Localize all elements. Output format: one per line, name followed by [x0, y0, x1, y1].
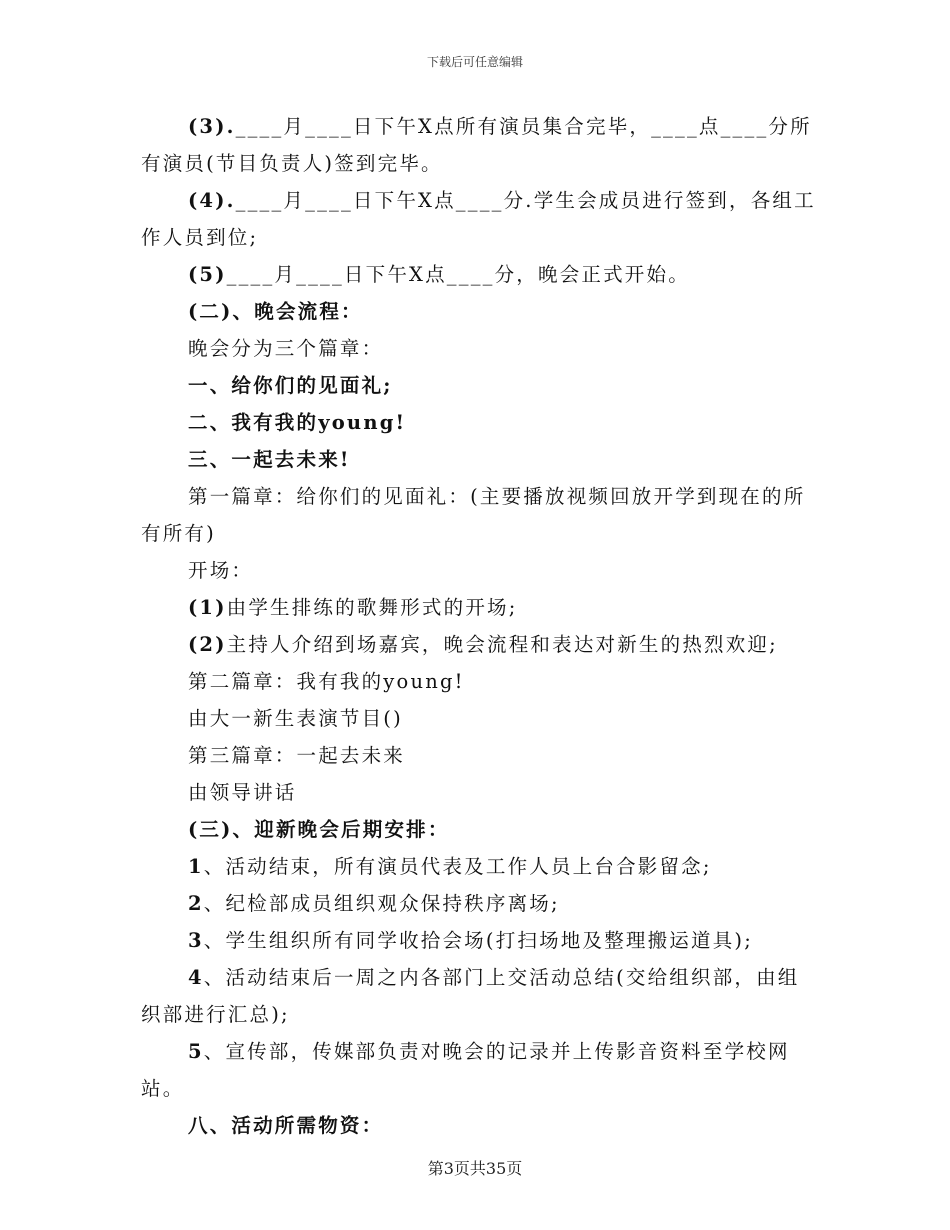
paragraph-leader-speech: 由领导讲话: [188, 781, 297, 804]
paragraph-later-1: [141, 848, 821, 885]
paragraph-4: [141, 182, 821, 256]
paragraph-later-3: [141, 922, 821, 959]
section-heading-materials: 八、活动所需物资：: [188, 1114, 384, 1137]
item-marker: (5): [188, 263, 227, 286]
page-header-note: 下载后可任意编辑: [426, 55, 523, 69]
paragraph-text: ____月____日下午X点____分，晚会正式开始。: [226, 263, 690, 286]
item-marker: (4).: [188, 189, 236, 212]
paragraph-three-chapters: 晚会分为三个篇章：: [188, 337, 384, 360]
paragraph-text: 、学生组织所有同学收拾会场(打扫场地及整理搬运道具);: [203, 929, 753, 952]
paragraph-chapter-3: 第三篇章：一起去未来: [188, 744, 406, 767]
paragraph-opening-2: [141, 626, 821, 663]
paragraph-later-4: [141, 959, 821, 1033]
paragraph-text: 由学生排练的歌舞形式的开场;: [226, 596, 518, 619]
item-marker: 3: [188, 929, 204, 952]
paragraph-text: 、活动结束后一周之内各部门上交活动总结(交给组织部，由组织部进行汇总);: [141, 966, 800, 1026]
paragraph-later-2: [141, 885, 821, 922]
item-marker: 4: [188, 966, 204, 989]
paragraph-text: ____月____日下午X点所有演员集合完毕，____点____分所有演员(节目负责人)签到完毕。: [141, 115, 812, 175]
paragraph-chapter-1: 第一篇章：给你们的见面礼：(主要播放视频回放开学到现在的所有所有): [141, 485, 806, 545]
paragraph-opening: 开场：: [188, 559, 254, 582]
item-marker: (3).: [188, 115, 236, 138]
item-marker: 2: [188, 892, 204, 915]
paragraph-text: 、宣传部，传媒部负责对晚会的记录并上传影音资料至学校网站。: [141, 1040, 790, 1100]
chapter-heading-3: 三、一起去未来!: [188, 448, 351, 471]
chapter-heading-1: 一、给你们的见面礼;: [188, 374, 393, 397]
paragraph-later-5: [141, 1033, 821, 1107]
item-marker: (1): [188, 596, 227, 619]
paragraph-freshman-show: 由大一新生表演节目(): [188, 707, 403, 730]
paragraph-chapter-2: 第二篇章：我有我的young!: [188, 670, 465, 693]
chapter-heading-2: 二、我有我的young!: [188, 411, 407, 434]
paragraph-text: 、活动结束，所有演员代表及工作人员上台合影留念;: [203, 855, 712, 878]
section-heading-later: (三)、迎新晚会后期安排：: [188, 818, 450, 841]
paragraph-5: [141, 256, 821, 293]
item-marker: 1: [188, 855, 204, 878]
item-marker: (2): [188, 633, 227, 656]
page-number-footer: 第3页共35页: [427, 1159, 523, 1178]
paragraph-opening-1: [141, 589, 821, 626]
section-heading-program: (二)、晚会流程：: [188, 300, 363, 323]
paragraph-text: 、纪检部成员组织观众保持秩序离场;: [203, 892, 560, 915]
document-body: [141, 108, 821, 1144]
item-marker: 5: [188, 1040, 204, 1063]
paragraph-3: [141, 108, 821, 182]
paragraph-text: 主持人介绍到场嘉宾，晚会流程和表达对新生的热烈欢迎;: [226, 633, 778, 656]
paragraph-text: ____月____日下午X点____分.学生会成员进行签到，各组工作人员到位;: [141, 189, 816, 249]
